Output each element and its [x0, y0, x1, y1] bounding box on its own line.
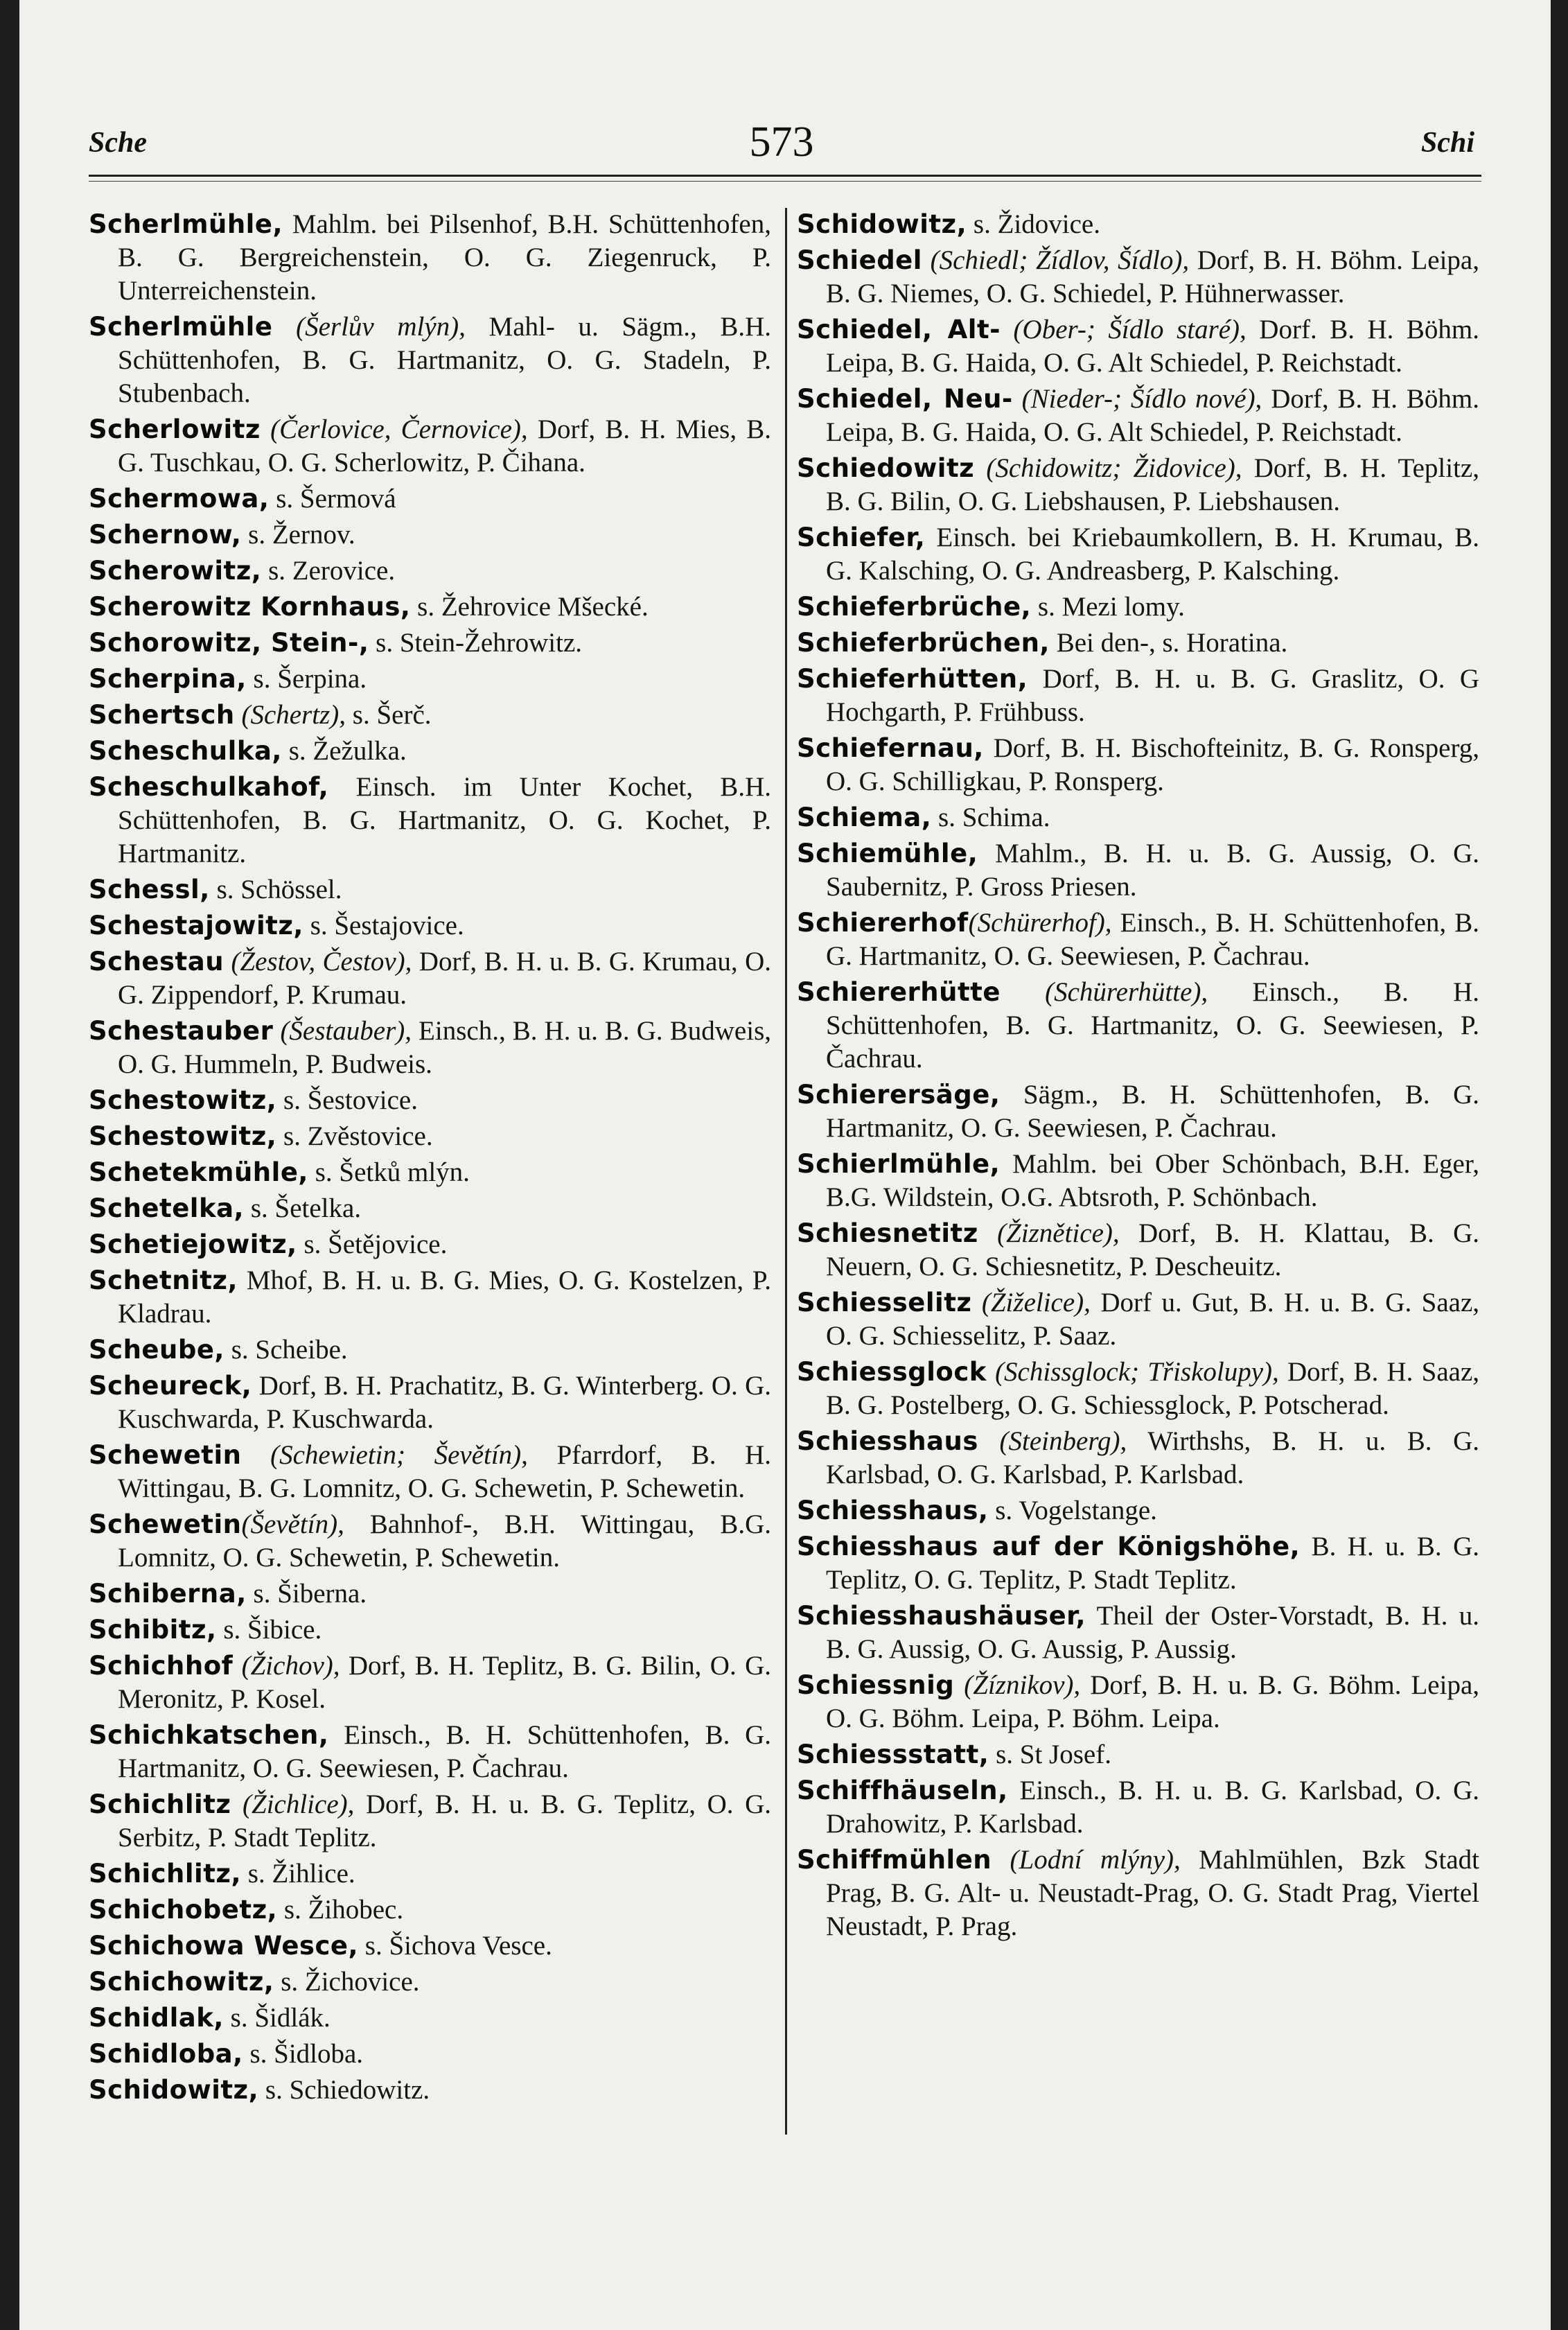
- gazetteer-entry: [89, 2038, 771, 2071]
- entry-description: s. Šerč.: [346, 700, 432, 730]
- gazetteer-entry: [89, 1893, 771, 1927]
- entry-description: Dorf, B. H. Mies, B. G. Tuschkau, O. G. Scherlowitz, P. Čihana.: [118, 414, 771, 478]
- entry-headword: Schierlmühle,: [797, 1149, 1001, 1179]
- entry-headword: Schessl,: [89, 875, 210, 904]
- column-divider: [785, 208, 787, 2135]
- entry-variant-names: (Schidowitz; Židovice),: [974, 453, 1242, 483]
- entry-description: Dorf, B. H. Saaz, B. G. Postelberg, O. G. Schiessglock, P. Potscherad.: [826, 1357, 1479, 1420]
- entry-description: Mahlm. bei Ober Schönbach, B.H. Eger, B.G. Wildstein, O.G. Abtsroth, P. Schönbach.: [826, 1149, 1479, 1212]
- entry-headword: Schiemühle,: [797, 839, 978, 868]
- entry-headword: Schestauber: [89, 1016, 274, 1046]
- entry-headword: Schichobetz,: [89, 1895, 278, 1925]
- entry-variant-names: (Ober-; Šídlo staré),: [1001, 315, 1247, 344]
- entry-description: s. Šidloba.: [243, 2039, 364, 2069]
- entry-headword: Scherlmühle,: [89, 209, 283, 239]
- entry-headword: Scherlowitz: [89, 414, 261, 444]
- entry-headword: Scherlmühle: [89, 312, 273, 342]
- entry-description: Mhof, B. H. u. B. G. Mies, O. G. Kostelzen, P. Kladrau.: [118, 1265, 771, 1329]
- entry-headword: Schichowitz,: [89, 1967, 274, 1997]
- gazetteer-entry: [89, 413, 771, 480]
- entry-headword: Schibitz,: [89, 1615, 217, 1645]
- entry-headword: Schetekmühle,: [89, 1157, 308, 1187]
- gazetteer-entry: [797, 1774, 1479, 1841]
- entry-headword: Schiffhäuseln,: [797, 1776, 1008, 1805]
- entry-description: Mahlm. bei Pilsenhof, B.H. Schüttenhofen, B. G. Bergreichenstein, O. G. Ziegenruck, P. Unterreichenstein.: [118, 209, 771, 306]
- page-number: 573: [749, 119, 814, 166]
- gazetteer-entry: [797, 1600, 1479, 1666]
- entry-headword: Schestau: [89, 947, 224, 976]
- entry-variant-names: (Ševětín),: [241, 1509, 344, 1539]
- entry-variant-names: (Schürerhof),: [968, 908, 1112, 938]
- entry-variant-names: (Žichov),: [233, 1651, 340, 1681]
- entry-headword: Scheube,: [89, 1335, 224, 1365]
- entry-headword: Schermowa,: [89, 484, 270, 514]
- entry-description: Dorf, B. H. u. B. G. Krumau, O. G. Zippendorf, P. Krumau.: [118, 947, 771, 1010]
- entry-description: s. Scheibe.: [224, 1335, 348, 1365]
- entry-description: Mahlm., B. H. u. B. G. Aussig, O. G. Saubernitz, P. Gross Priesen.: [826, 839, 1479, 902]
- page-header: [89, 118, 1474, 173]
- entry-variant-names: (Žiznětice),: [978, 1218, 1120, 1248]
- gazetteer-entry: [797, 906, 1479, 973]
- gazetteer-entry: [797, 627, 1479, 660]
- entry-description: Dorf, B. H. Teplitz, B. G. Bilin, O. G. Meronitz, P. Kosel.: [118, 1651, 771, 1714]
- entry-description: Bahnhof-, B.H. Wittingau, B.G. Lomnitz, O. G. Schewetin, P. Schewetin.: [118, 1509, 771, 1573]
- entry-headword: Schieferbrüchen,: [797, 628, 1050, 658]
- entry-headword: Schidlak,: [89, 2003, 224, 2033]
- entry-headword: Scheschulkahof,: [89, 772, 329, 802]
- entry-description: s. Šestajovice.: [303, 911, 464, 940]
- entry-description: Dorf, B. H. Klattau, B. G. Neuern, O. G. Schiesnetitz, P. Descheuitz.: [826, 1218, 1479, 1281]
- gazetteer-entry: [89, 699, 771, 732]
- entry-description: s. Schössel.: [209, 875, 342, 904]
- entry-variant-names: (Šerlův mlýn),: [272, 312, 466, 342]
- entry-headword: Schiffmühlen: [797, 1845, 992, 1875]
- entry-headword: Schiefer,: [797, 523, 926, 552]
- gazetteer-entry: [89, 1649, 771, 1716]
- gazetteer-entry: [89, 1965, 771, 1999]
- gazetteer-entry: [89, 1192, 771, 1225]
- entry-description: Dorf. B. H. Böhm. Leipa, B. G. Haida, O. G. Alt Schiedel, P. Reichstadt.: [826, 315, 1479, 378]
- gazetteer-entry: [797, 1148, 1479, 1214]
- gazetteer-entry: [797, 1669, 1479, 1735]
- entry-variant-names: (Žiželice),: [971, 1288, 1091, 1317]
- gazetteer-entry: [89, 482, 771, 516]
- entry-headword: Schetiejowitz,: [89, 1229, 297, 1259]
- entry-headword: Schichlitz: [89, 1789, 231, 1819]
- entry-variant-names: (Čerlovice, Černovice),: [260, 414, 528, 444]
- entry-variant-names: (Lodní mlýny),: [992, 1845, 1181, 1875]
- entry-description: Dorf, B. H. u. B. G. Böhm. Leipa, O. G. Böhm. Leipa, P. Böhm. Leipa.: [826, 1670, 1480, 1733]
- gazetteer-entry: [797, 1217, 1479, 1284]
- entry-description: s. Šetků mlýn.: [308, 1157, 470, 1187]
- entry-headword: Schewetin: [89, 1440, 242, 1470]
- gazetteer-entry: [797, 1494, 1479, 1527]
- gazetteer-entry: [797, 976, 1479, 1076]
- entry-headword: Schiessglock: [797, 1357, 987, 1387]
- entry-description: Mahl- u. Sägm., B.H. Schüttenhofen, B. G. Hartmanitz, O. G. Stadeln, P. Stubenbach.: [118, 312, 771, 408]
- entry-headword: Schiesnetitz: [797, 1218, 978, 1248]
- entry-description: s. Židovice.: [967, 209, 1100, 239]
- entry-headword: Schiedel: [797, 245, 922, 275]
- gazetteer-entry: [89, 1857, 771, 1891]
- entry-description: s. Šerpina.: [246, 664, 367, 694]
- entry-description: s. Mezi lomy.: [1031, 592, 1185, 622]
- entry-headword: Schestowitz,: [89, 1121, 277, 1151]
- gazetteer-entry: [797, 1078, 1479, 1145]
- gazetteer-entry: [89, 2074, 771, 2107]
- gazetteer-entry: [89, 945, 771, 1012]
- right-column: [797, 208, 1479, 1946]
- gazetteer-entry: [89, 1156, 771, 1189]
- entry-headword: Schierersäge,: [797, 1080, 1001, 1110]
- entry-headword: Schorowitz, Stein-,: [89, 628, 369, 658]
- entry-headword: Schieferhütten,: [797, 664, 1028, 694]
- gazetteer-entry: [89, 627, 771, 660]
- entry-description: s. Schiedowitz.: [258, 2075, 430, 2105]
- gazetteer-entry: [89, 1508, 771, 1575]
- gazetteer-entry: [89, 1719, 771, 1785]
- entry-headword: Scherowitz,: [89, 556, 262, 586]
- gazetteer-entry: [89, 590, 771, 624]
- entry-headword: Schestowitz,: [89, 1085, 277, 1115]
- entry-description: Dorf, B. H. Böhm. Leipa, B. G. Niemes, O. G. Schiedel, P. Hühnerwasser.: [826, 245, 1479, 308]
- entry-headword: Schewetin: [89, 1509, 242, 1539]
- entry-variant-names: (Steinberg),: [978, 1426, 1127, 1456]
- gazetteer-entry: [797, 383, 1479, 449]
- gazetteer-entry: [797, 1425, 1479, 1491]
- entry-description: Dorf, B. H. Prachatitz, B. G. Winterberg. O. G. Kuschwarda, P. Kuschwarda.: [118, 1371, 771, 1434]
- entry-headword: Schiefernau,: [797, 733, 984, 763]
- entry-description: Sägm., B. H. Schüttenhofen, B. G. Hartmanitz, O. G. Seewiesen, P. Čachrau.: [826, 1080, 1479, 1143]
- entry-description: Wirthshs, B. H. u. B. G. Karlsbad, O. G. Karlsbad, P. Karlsbad.: [826, 1426, 1480, 1489]
- entry-description: Einsch. im Unter Kochet, B.H. Schüttenhofen, B. G. Hartmanitz, O. G. Kochet, P. Hartmanitz.: [118, 772, 771, 868]
- entry-description: s. Zerovice.: [261, 556, 396, 586]
- entry-description: s. Vogelstange.: [988, 1496, 1157, 1525]
- gazetteer-entry: [89, 1228, 771, 1261]
- gazetteer-entry: [797, 1356, 1479, 1422]
- gazetteer-entry: [89, 2001, 771, 2035]
- entry-variant-names: (Žichlice),: [231, 1789, 355, 1819]
- entry-description: s. Šibice.: [216, 1615, 322, 1645]
- gazetteer-entry: [797, 732, 1479, 798]
- entry-headword: Schertsch: [89, 700, 235, 730]
- gazetteer-entry: [89, 1264, 771, 1331]
- entry-headword: Schernow,: [89, 520, 242, 550]
- entry-headword: Schiedel, Alt-: [797, 315, 1001, 344]
- entry-headword: Schidloba,: [89, 2039, 243, 2069]
- entry-description: s. Šestovice.: [276, 1085, 418, 1115]
- entry-description: Einsch., B. H. Schüttenhofen, B. G. Hartmanitz, O. G. Seewiesen, P. Čachrau.: [826, 977, 1480, 1074]
- gazetteer-entry: [797, 313, 1479, 380]
- entry-description: Einsch. bei Kriebaumkollern, B. H. Krumau, B. G. Kalsching, O. G. Andreasberg, P. Kalsching.: [826, 523, 1479, 586]
- entry-description: Dorf u. Gut, B. H. u. B. G. Saaz, O. G. Schiesselitz, P. Saaz.: [826, 1288, 1480, 1351]
- entry-description: Einsch., B. H. Schüttenhofen, B. G. Hartmanitz, O. G. Seewiesen, P. Čachrau.: [118, 1720, 771, 1783]
- entry-variant-names: (Schertz),: [234, 700, 346, 730]
- entry-variant-names: (Nieder-; Šídlo nové),: [1012, 384, 1262, 414]
- entry-headword: Schichowa Wesce,: [89, 1931, 359, 1961]
- entry-headword: Scheureck,: [89, 1371, 252, 1401]
- entry-variant-names: (Žestov, Čestov),: [224, 947, 412, 976]
- entry-headword: Schiesselitz: [797, 1288, 972, 1317]
- gazetteer-entry: [89, 518, 771, 552]
- entry-description: s. Žichovice.: [274, 1967, 420, 1997]
- gazetteer-entry: [89, 1120, 771, 1153]
- entry-description: s. Žehrovice Mšecké.: [410, 592, 649, 622]
- entry-description: Dorf, B. H. Teplitz, B. G. Bilin, O. G. Liebshausen, P. Liebshausen.: [826, 453, 1479, 516]
- entry-description: s. Žežulka.: [281, 736, 407, 766]
- entry-headword: Schiessstatt,: [797, 1740, 989, 1769]
- entry-description: Bei den-, s. Horatina.: [1049, 628, 1288, 658]
- entry-headword: Schidowitz,: [797, 209, 967, 239]
- running-head-left: Sche: [89, 127, 147, 159]
- entry-headword: Schidowitz,: [89, 2075, 259, 2105]
- entry-description: Dorf, B. H. Böhm. Leipa, B. G. Haida, O. G. Alt Schiedel, P. Reichstadt.: [826, 384, 1480, 447]
- entry-description: s. St Josef.: [989, 1740, 1111, 1769]
- gazetteer-entry: [89, 873, 771, 906]
- gazetteer-entry: [89, 1613, 771, 1647]
- entry-headword: Schichlitz,: [89, 1859, 242, 1889]
- entry-description: s. Šermová: [269, 484, 396, 514]
- entry-description: Mahlmühlen, Bzk Stadt Prag, B. G. Alt- u. Neustadt-Prag, O. G. Stadt Prag, Viertel Neustadt, P. Prag.: [826, 1845, 1479, 1941]
- entry-headword: Schieferbrüche,: [797, 592, 1032, 622]
- gazetteer-entry: [89, 1788, 771, 1855]
- entry-description: Einsch., B. H. u. B. G. Budweis, O. G. Hummeln, P. Budweis.: [118, 1016, 771, 1079]
- entry-description: s. Šichova Vesce.: [358, 1931, 552, 1961]
- entry-headword: Schiedel, Neu-: [797, 384, 1013, 414]
- gazetteer-entry: [89, 1015, 771, 1081]
- gazetteer-entry: [89, 735, 771, 768]
- entry-headword: Schiesshaus auf der Königshöhe,: [797, 1532, 1301, 1561]
- page: [19, 0, 1551, 2330]
- entry-description: s. Zvěstovice.: [276, 1121, 433, 1151]
- gazetteer-entry: [89, 909, 771, 943]
- entry-description: s. Žihobec.: [277, 1895, 404, 1925]
- entry-description: s. Schima.: [931, 803, 1050, 832]
- entry-description: s. Šetějovice.: [297, 1229, 448, 1259]
- entry-variant-names: (Schissglock; Třiskolupy),: [986, 1357, 1279, 1387]
- entry-headword: Schiesshaushäuser,: [797, 1601, 1086, 1631]
- gazetteer-entry: [89, 1333, 771, 1367]
- entry-headword: Schiesshaus,: [797, 1496, 989, 1525]
- entry-description: s. Šidlák.: [223, 2003, 331, 2033]
- entry-headword: Schetnitz,: [89, 1265, 238, 1295]
- entry-variant-names: (Schiedl; Žídlov, Šídlo),: [922, 245, 1190, 275]
- gazetteer-entry: [797, 208, 1479, 241]
- gazetteer-entry: [797, 1286, 1479, 1353]
- entry-description: s. Žernov.: [241, 520, 355, 550]
- header-rule-thin: [89, 181, 1481, 182]
- gazetteer-entry: [89, 663, 771, 696]
- entry-headword: Schiesshaus: [797, 1426, 978, 1456]
- entry-headword: Schichkatschen,: [89, 1720, 329, 1750]
- entry-headword: Scherpina,: [89, 664, 247, 694]
- gazetteer-entry: [89, 208, 771, 308]
- entry-headword: Schiema,: [797, 803, 932, 832]
- entry-description: Theil der Oster-Vorstadt, B. H. u. B. G. Aussig, O. G. Aussig, P. Aussig.: [826, 1601, 1479, 1664]
- gazetteer-entry: [89, 1369, 771, 1436]
- entry-description: s. Stein-Žehrowitz.: [369, 628, 583, 658]
- entry-description: s. Šetelka.: [244, 1193, 362, 1223]
- entry-variant-names: (Žíznikov),: [954, 1670, 1081, 1700]
- entry-headword: Schiedowitz: [797, 453, 975, 483]
- entry-description: Einsch., B. H. u. B. G. Karlsbad, O. G. Drahowitz, P. Karlsbad.: [826, 1776, 1479, 1839]
- gazetteer-entry: [797, 1738, 1479, 1771]
- gazetteer-entry: [89, 1577, 771, 1611]
- entry-headword: Schestajowitz,: [89, 911, 303, 940]
- gazetteer-entry: [797, 244, 1479, 310]
- entry-headword: Schetelka,: [89, 1193, 245, 1223]
- entry-headword: Schiberna,: [89, 1579, 247, 1609]
- gazetteer-entry: [797, 837, 1479, 904]
- entry-headword: Schiererhütte: [797, 977, 1001, 1007]
- entry-headword: Schiererhof: [797, 908, 969, 938]
- entry-description: s. Šiberna.: [246, 1579, 367, 1609]
- gazetteer-entry: [797, 663, 1479, 729]
- entry-description: Dorf, B. H. Bischofteinitz, B. G. Ronsperg, O. G. Schilligkau, P. Ronsperg.: [826, 733, 1479, 796]
- entry-variant-names: (Šestauber),: [273, 1016, 412, 1046]
- entry-description: s. Žihlice.: [241, 1859, 355, 1889]
- gazetteer-entry: [89, 1084, 771, 1117]
- gazetteer-entry: [89, 1929, 771, 1963]
- gazetteer-entry: [89, 771, 771, 870]
- entry-variant-names: (Schewietin; Ševětín),: [241, 1440, 528, 1470]
- gazetteer-entry: [797, 452, 1479, 518]
- entry-description: Pfarrdorf, B. H. Wittingau, B. G. Lomnitz, O. G. Schewetin, P. Schewetin.: [118, 1440, 771, 1503]
- entry-headword: Schiessnig: [797, 1670, 955, 1700]
- entry-headword: Scheschulka,: [89, 736, 282, 766]
- left-column: [89, 208, 771, 2110]
- entry-variant-names: (Schürerhütte),: [1000, 977, 1208, 1007]
- entry-description: Einsch., B. H. Schüttenhofen, B. G. Hartmanitz, O. G. Seewiesen, P. Čachrau.: [826, 908, 1479, 971]
- entry-description: Dorf, B. H. u. B. G. Teplitz, O. G. Serbitz, P. Stadt Teplitz.: [118, 1789, 771, 1852]
- gazetteer-entry: [89, 1439, 771, 1505]
- entry-headword: Schichhof: [89, 1651, 234, 1681]
- entry-description: B. H. u. B. G. Teplitz, O. G. Teplitz, P. Stadt Teplitz.: [826, 1532, 1479, 1595]
- header-rule: [89, 175, 1481, 177]
- entry-description: Dorf, B. H. u. B. G. Graslitz, O. G Hochgarth, P. Frühbuss.: [826, 664, 1479, 727]
- entry-headword: Scherowitz Kornhaus,: [89, 592, 411, 622]
- gazetteer-entry: [797, 801, 1479, 834]
- gazetteer-entry: [797, 1530, 1479, 1597]
- gazetteer-entry: [89, 310, 771, 410]
- gazetteer-entry: [797, 590, 1479, 624]
- running-head-right: Schi: [1420, 127, 1474, 159]
- gazetteer-entry: [797, 521, 1479, 588]
- gazetteer-entry: [797, 1843, 1479, 1943]
- gazetteer-entry: [89, 554, 771, 588]
